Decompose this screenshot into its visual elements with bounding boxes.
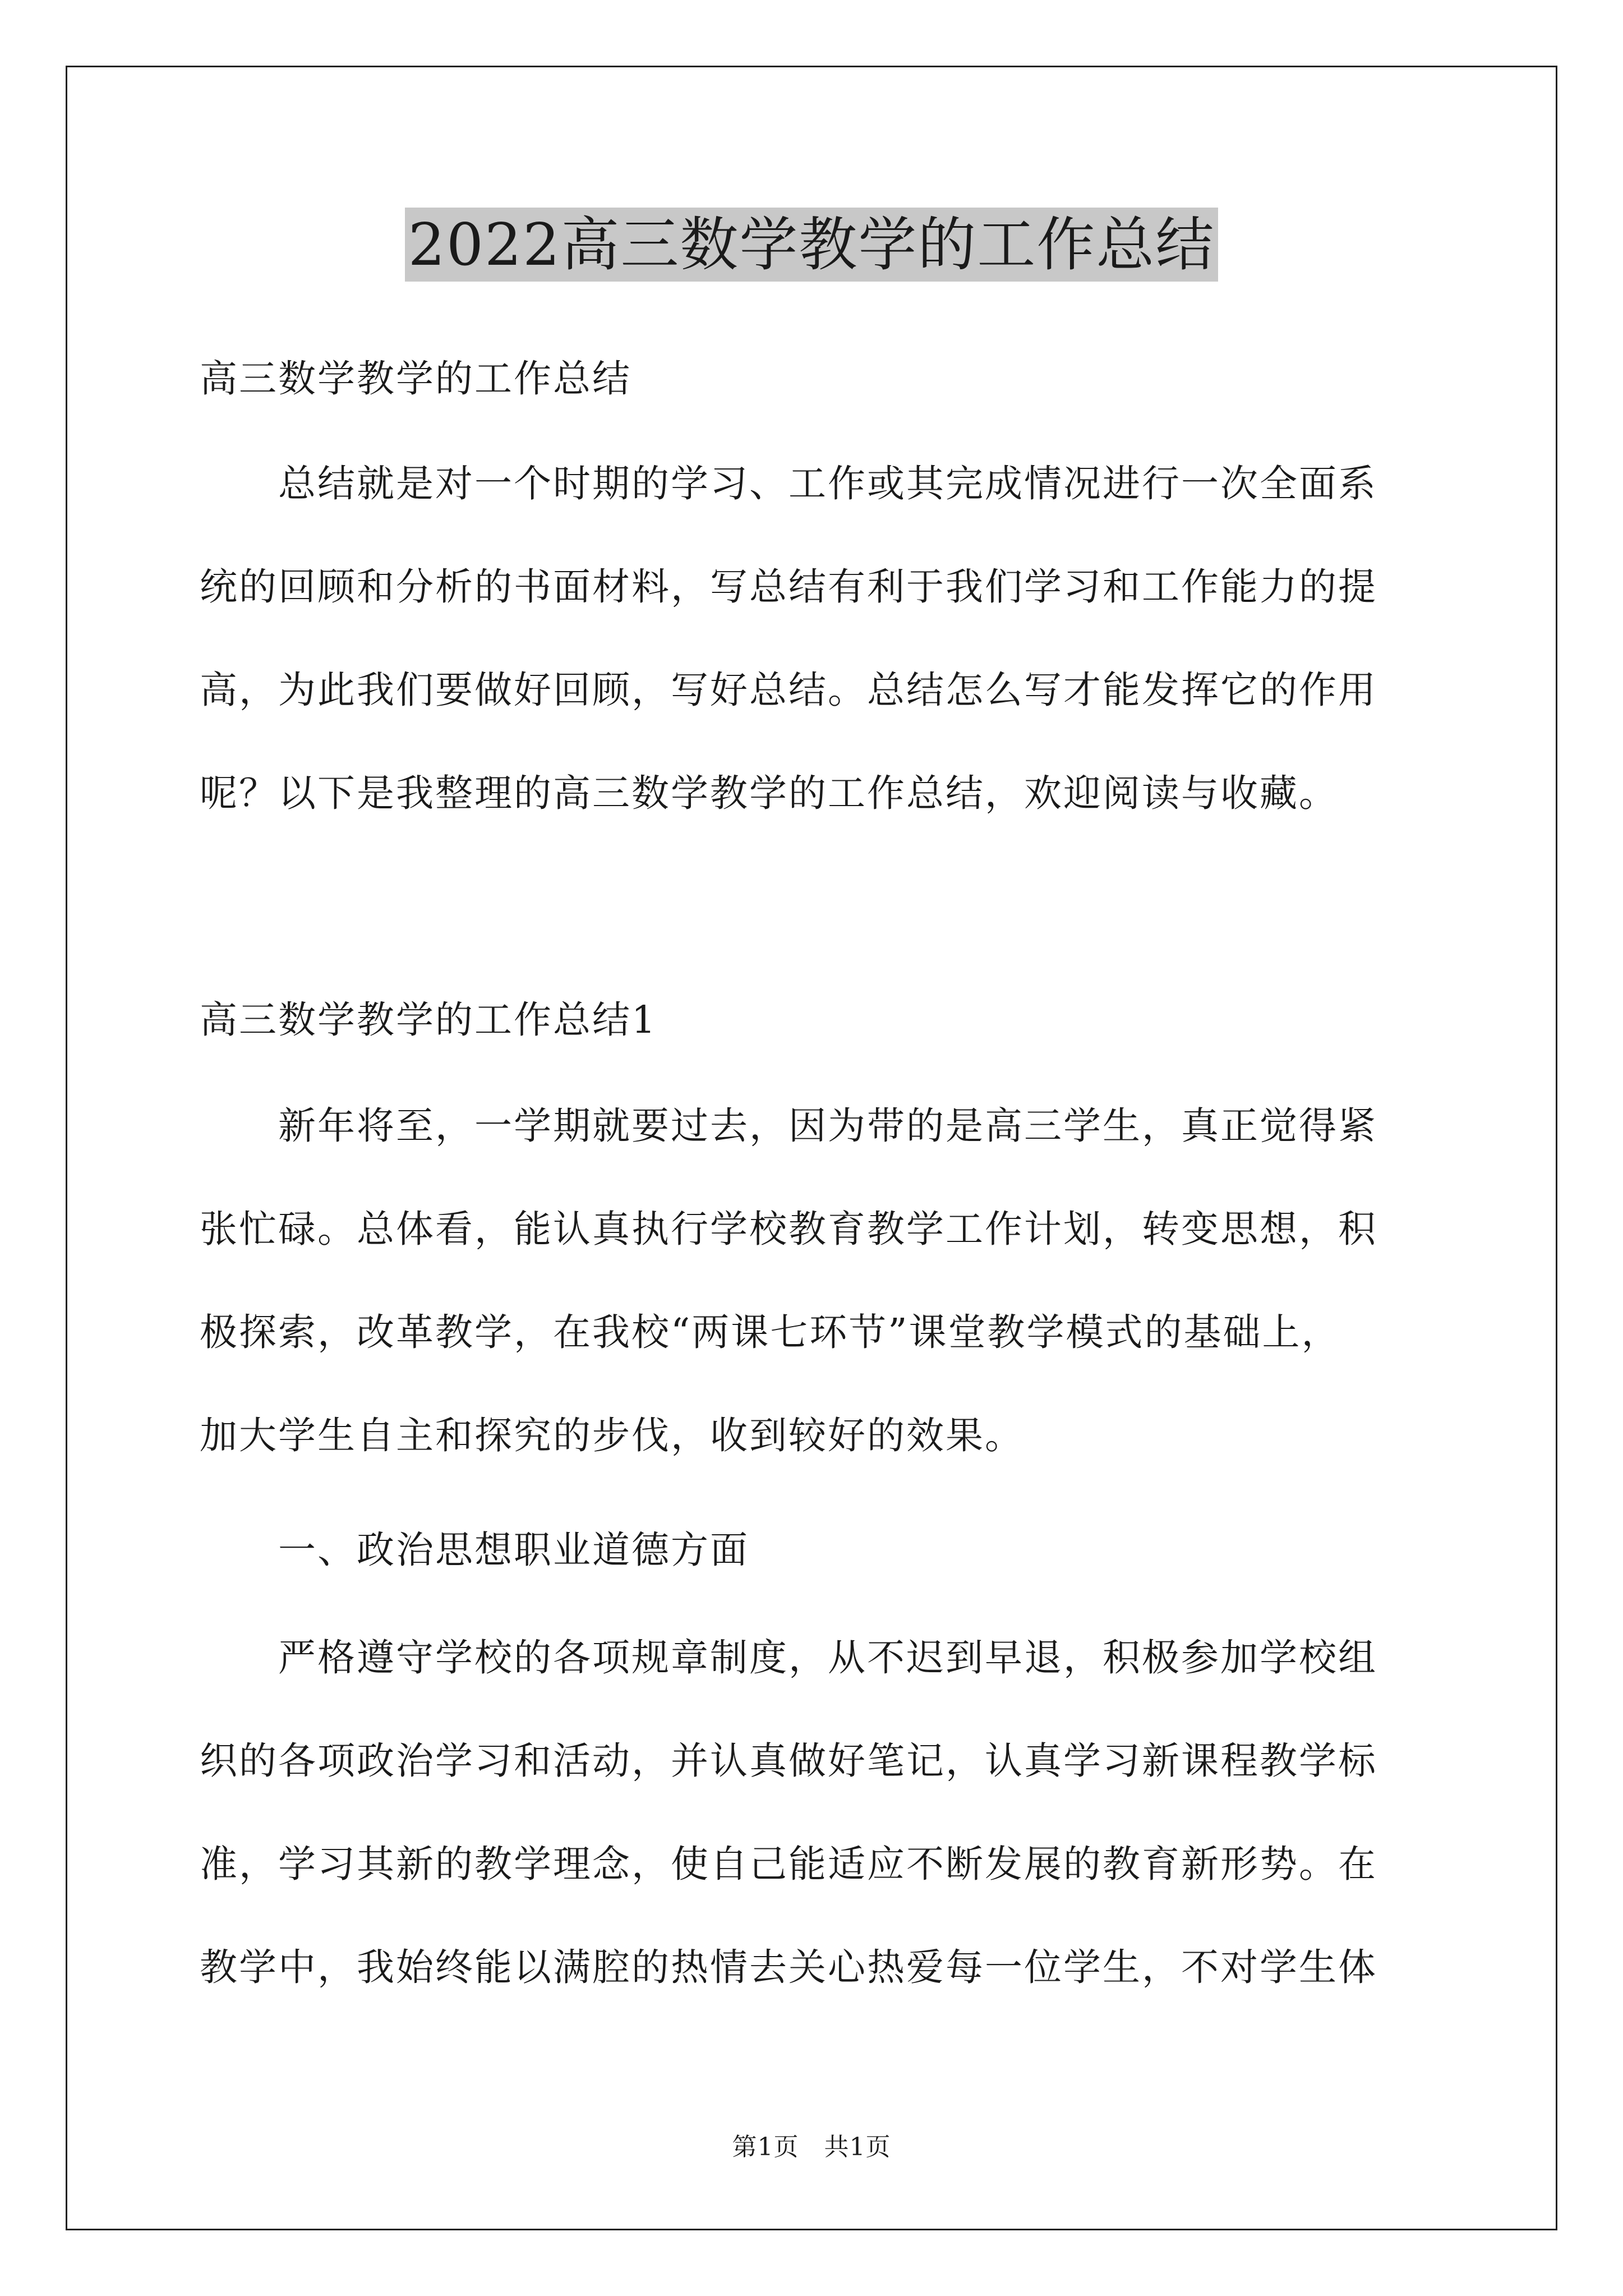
paragraph-line: 张忙碌。总体看，能认真执行学校教育教学工作计划，转变思想，积	[200, 1207, 1377, 1251]
paragraph-line: 呢？以下是我整理的高三数学教学的工作总结，欢迎阅读与收藏。	[200, 771, 1338, 815]
title-container	[0, 208, 1623, 282]
paragraph-line: 加大学生自主和探究的步伐，收到较好的效果。	[200, 1414, 1024, 1457]
paragraph-line: 织的各项政治学习和活动，并认真做好笔记，认真学习新课程教学标	[200, 1739, 1377, 1783]
page-footer: 第1页 共1页	[732, 2133, 891, 2161]
document-title: 2022高三数学教学的工作总结	[405, 208, 1219, 282]
section-heading: 高三数学教学的工作总结1	[200, 998, 657, 1042]
paragraph-line: 教学中，我始终能以满腔的热情去关心热爱每一位学生，不对学生体	[200, 1945, 1377, 1989]
paragraph-line: 总结就是对一个时期的学习、工作或其完成情况进行一次全面系	[200, 462, 1377, 505]
paragraph-line: 新年将至，一学期就要过去，因为带的是高三学生，真正觉得紧	[200, 1104, 1377, 1148]
section-heading: 高三数学教学的工作总结	[200, 357, 631, 401]
paragraph-line: 高，为此我们要做好回顾，写好总结。总结怎么写才能发挥它的作用	[200, 668, 1377, 712]
paragraph-line: 准，学习其新的教学理念，使自己能适应不断发展的教育新形势。在	[200, 1842, 1377, 1886]
paragraph-line: 极探索，改革教学，在我校“两课七环节”课堂教学模式的基础上，	[200, 1310, 1341, 1354]
subsection-heading: 一、政治思想职业道德方面	[200, 1528, 749, 1572]
paragraph-line: 严格遵守学校的各项规章制度，从不迟到早退，积极参加学校组	[200, 1636, 1377, 1680]
paragraph-line: 统的回顾和分析的书面材料，写总结有利于我们学习和工作能力的提	[200, 565, 1377, 609]
